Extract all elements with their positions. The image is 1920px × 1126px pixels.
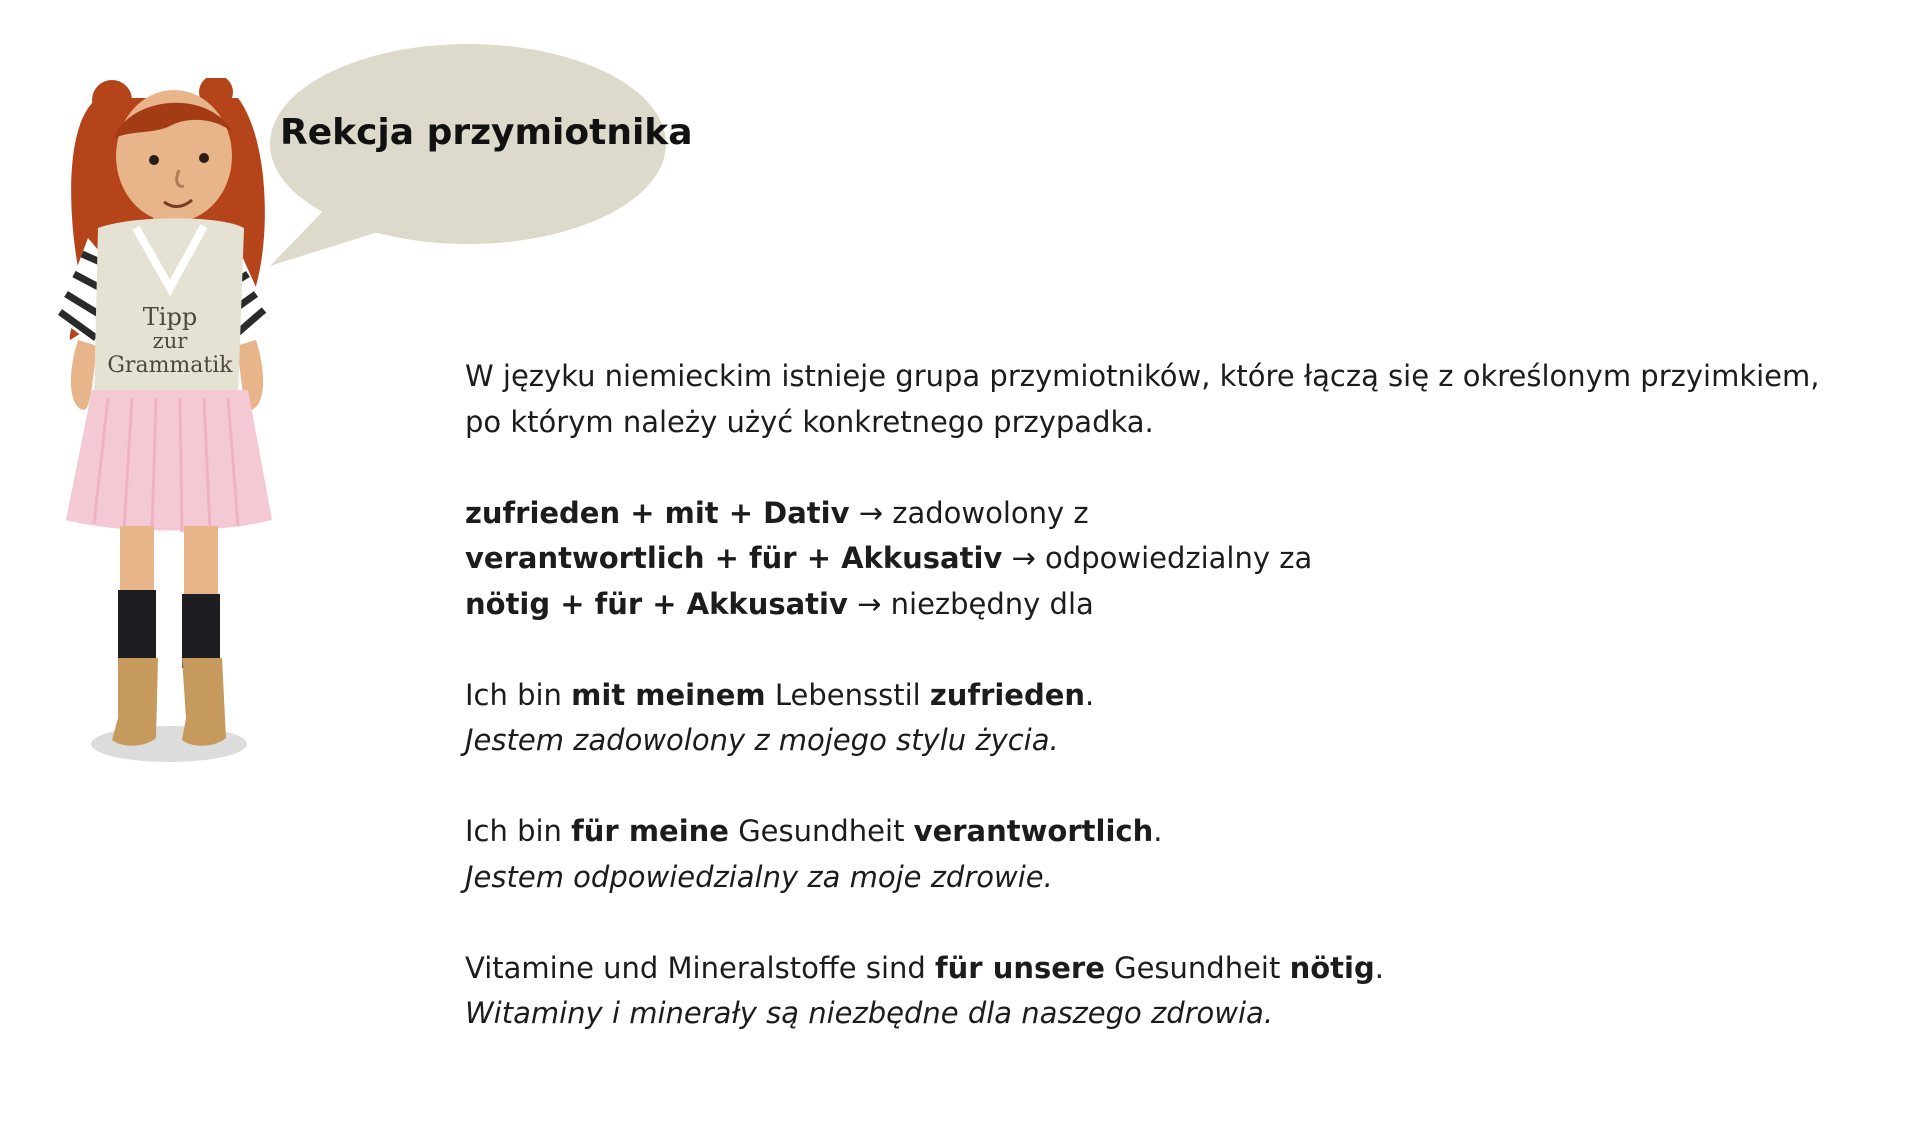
- example-text: Vitamine und Mineralstoffe sind: [465, 950, 936, 985]
- rule-meaning: zadowolony z: [892, 495, 1089, 530]
- boot-left: [112, 658, 158, 746]
- rule-arrow: →: [847, 586, 891, 621]
- hair-bun-left: [92, 80, 132, 120]
- example-translation: Jestem zadowolony z mojego stylu życia.: [465, 723, 1059, 757]
- example-preposition: für unsere: [935, 950, 1105, 985]
- shirt-text-line-1: Tipp: [142, 303, 198, 331]
- rule-pattern: nötig + für + Akkusativ: [465, 586, 848, 621]
- example-text: Lebensstil: [765, 677, 930, 712]
- example-text: .: [1153, 814, 1163, 848]
- boot-right: [182, 658, 226, 746]
- example-translation: Jestem odpowiedzialny za moje zdrowie.: [465, 859, 1053, 894]
- example-adjective: nötig: [1289, 950, 1375, 985]
- example-preposition: mit meinem: [571, 677, 766, 712]
- intro-line-2: po którym należy użyć konkretnego przypadka.: [465, 404, 1154, 439]
- rule-line: [465, 582, 1885, 628]
- rule-meaning: odpowiedzialny za: [1045, 541, 1313, 575]
- example-text: Gesundheit: [1104, 950, 1290, 985]
- sock-left: [118, 590, 156, 668]
- example-sentence: [465, 809, 1885, 855]
- example-text: .: [1085, 677, 1095, 712]
- eye-right: [199, 153, 209, 163]
- example-text: Gesundheit: [728, 814, 914, 848]
- grammar-tip-content: [465, 354, 1885, 1037]
- page-title: Rekcja przymiotnika: [280, 112, 693, 153]
- rule-pattern: zufrieden + mit + Dativ: [465, 495, 850, 530]
- example-text: Ich bin: [465, 814, 572, 848]
- shirt-text-line-3: Grammatik: [107, 353, 233, 378]
- rule-arrow: →: [849, 495, 893, 530]
- shirt-text-line-2: zur: [152, 329, 188, 353]
- example-adjective: zufrieden: [929, 677, 1086, 712]
- sock-right: [182, 594, 220, 668]
- example-text: .: [1374, 950, 1384, 985]
- grammar-girl-illustration: [58, 78, 298, 778]
- example-text: Ich bin: [465, 677, 572, 712]
- example-translation: Witaminy i minerały są niezbędne dla naszego zdrowia.: [465, 996, 1274, 1030]
- example-adjective: verantwortlich: [913, 814, 1154, 848]
- example-sentence: [465, 673, 1885, 719]
- rule-line: [465, 491, 1885, 537]
- example-preposition: für meine: [571, 814, 729, 848]
- rule-arrow: →: [1002, 541, 1046, 575]
- rule-meaning: niezbędny dla: [890, 586, 1094, 621]
- rule-line: [465, 536, 1885, 582]
- intro-line-1: W języku niemieckim istnieje grupa przymiotników, które łączą się z określonym przyimkiem,: [465, 359, 1820, 393]
- example-sentence: [465, 946, 1885, 992]
- rule-pattern: verantwortlich + für + Akkusativ: [465, 541, 1003, 575]
- eye-left: [149, 155, 159, 165]
